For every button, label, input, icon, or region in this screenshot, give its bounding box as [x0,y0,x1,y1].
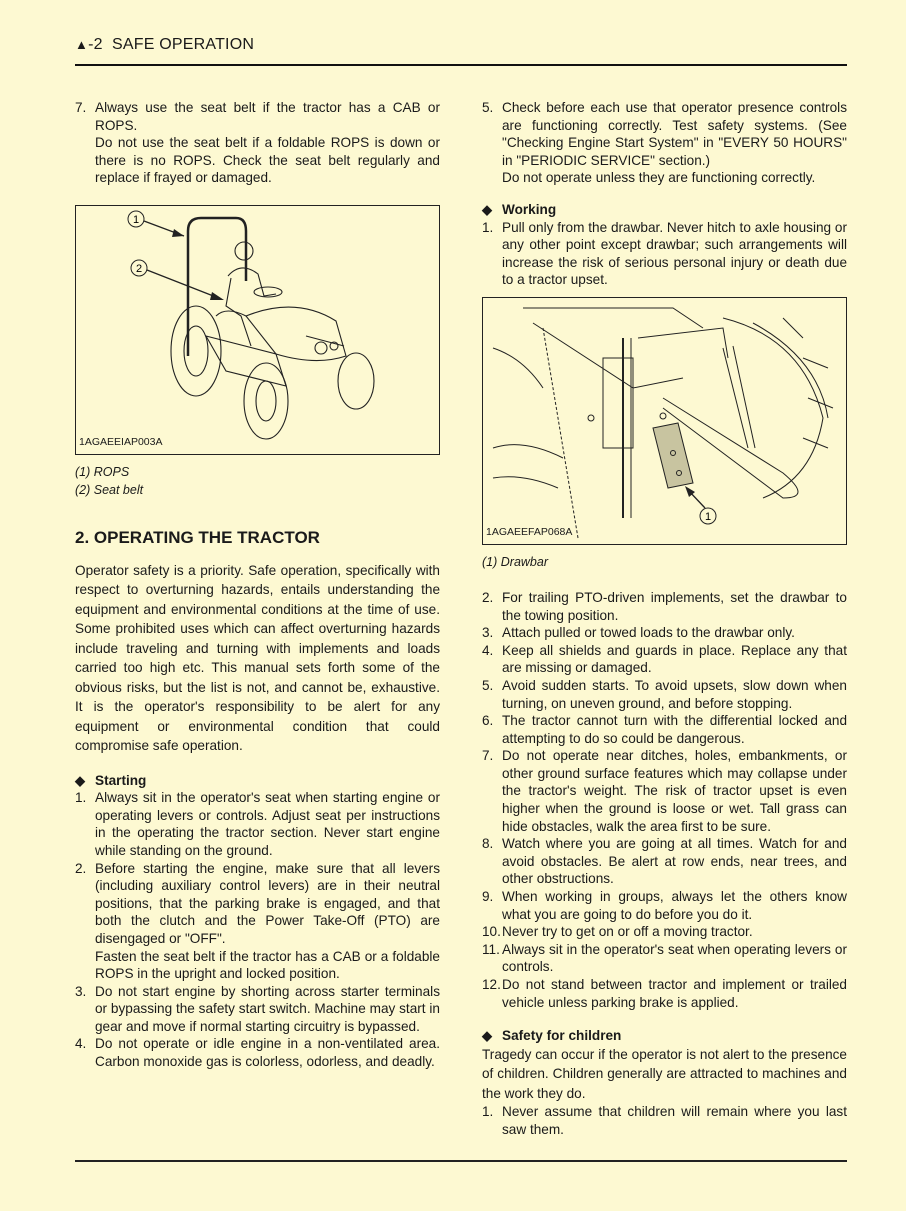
figure-drawbar [482,297,847,545]
item-number: 10. [482,924,501,940]
item-text: Pull only from the drawbar. Never hitch to axle housing or any other point except drawbar; such arrangements will increase the risk of serious personal injury or death due to a tractor upset. [502,219,847,288]
left-column [75,99,440,1071]
item-number: 2. [75,860,87,876]
item-text: Do not start engine by shorting across starter terminals or bypassing the safety start switch. Machine may start in gear and move if normal starting circuitry is bypassed. [95,983,440,1034]
callout-1 [128,211,184,237]
item-number: 4. [75,1036,87,1052]
item-text: Always sit in the operator's seat when starting engine or operating levers or controls. Adjust seat per instructions in the operating the tractor section. Never start engine while standing on the ground. [95,790,440,858]
diamond-icon: ◆ [75,772,85,788]
list-item [75,860,440,983]
figure-caption [75,463,440,499]
children-intro: Tragedy can occur if the operator is not alert to the presence of children. Children generally are attracted to machines and the work they do. [482,1046,847,1101]
item-text: For trailing PTO-driven implements, set the drawbar to the towing position. [502,589,847,623]
item-number: 8. [482,836,494,852]
list-item [482,888,847,923]
list-item [482,976,847,1011]
item-text: Never try to get on or off a moving tractor. [502,924,753,940]
list-item [482,589,847,624]
item-text: Always sit in the operator's seat when operating levers or controls. [502,941,847,975]
section-title: 2. OPERATING THE TRACTOR [75,527,320,547]
subsection-title: Safety for children [502,1028,622,1044]
item-text: Fasten the seat belt if the tractor has a CAB or a foldable ROPS in the upright and locked position. [95,948,440,982]
subsection-working [482,201,847,219]
item-number: 11. [482,941,500,957]
svg-text:1: 1 [132,213,140,226]
item-number: 3. [482,625,494,641]
subsection-children [482,1027,847,1045]
item-text: Do not operate near ditches, holes, embankments, or other ground surface features which may collapse under the tractor's weight. The risk of tractor upset is even higher when the ground is loose or wet. Tall grass can hide obstacles, walk the area first to be sure. [502,748,847,834]
list-item [75,789,440,859]
item-number: 9. [482,889,494,905]
figure-rops-seatbelt [75,205,440,455]
list-item [482,835,847,888]
list-item [482,747,847,835]
item-text: Do not use the seat belt if a foldable ROPS is down or there is no ROPS. Check the seat belt regularly and replace if frayed or damaged. [95,135,440,186]
page-header [75,36,254,54]
item-text: Check before each use that operator presence controls are functioning correctly. Test safety systems. (See "Checking Engine Start System" in "EVERY 50 HOURS" in "PERIODIC SERVICE" section.) [502,100,847,168]
item-text: Avoid sudden starts. To avoid upsets, slow down when turning, on uneven ground, and before stopping. [502,677,847,711]
list-item [75,983,440,1036]
list-item [482,923,847,941]
list-item [482,99,847,187]
item-number: 1. [75,790,87,806]
figure-id: 1AGAEEIAP003A [79,436,163,449]
right-column [482,99,847,1138]
list-item [75,99,440,187]
callout-2 [131,260,224,300]
item-text: Before starting the engine, make sure that all levers (including auxiliary control levers) are in their neutral positions, that the parking brake is engaged, and that both the clutch and the Power Take-Off (PTO) are disengaged or "OFF". [95,860,440,946]
subsection-title: Starting [95,772,147,788]
item-number: 5. [482,100,494,115]
item-number: 1. [482,219,494,235]
page-title: SAFE OPERATION [112,36,255,53]
footer-rule [75,1160,847,1162]
page-number: -2 [88,36,103,53]
item-number: 1. [482,1104,494,1120]
item-text: Always use the seat belt if the tractor has a CAB or ROPS. [95,100,440,133]
intro-paragraph: Operator safety is a priority. Safe operation, specifically with respect to overturning hazards, entails understanding the equipment and environmental conditions at the time of use. Some prohibited uses which can affect overturning hazards include traveling and turning with implements and loads carried too high etc. This manual sets forth some of the obvious risks, but the list is not, and cannot be, exhaustive. It is the operator's responsibility to be alert for any equipment or environmental condition that could compromise safe operation. [75,562,440,754]
item-number: 12. [482,977,501,992]
item-text: Keep all shields and guards in place. Replace any that are missing or damaged. [502,642,847,676]
item-number: 4. [482,642,494,658]
header-rule [75,64,847,66]
item-number: 5. [482,677,494,693]
item-number: 7. [75,100,87,115]
list-item [482,712,847,747]
list-item [482,642,847,677]
item-text: Never assume that children will remain where you last saw them. [502,1104,847,1137]
item-text: When working in groups, always let the others know what you are going to do before you do it. [502,889,847,922]
callout-1 [685,486,716,524]
warning-triangle-icon: ▲ [75,37,89,52]
list-item [482,677,847,712]
item-number: 6. [482,713,494,729]
item-number: 3. [75,983,87,999]
item-text: Do not stand between tractor and implement or trailed vehicle unless parking brake is applied. [502,977,847,1010]
tractor-illustration [76,206,439,454]
list-item [482,941,847,976]
item-text: The tractor cannot turn with the differential locked and attempting to do so could be dangerous. [502,713,847,746]
item-number: 2. [482,589,494,605]
item-text: Attach pulled or towed loads to the drawbar only. [502,625,795,641]
item-text: Do not operate unless they are functioning correctly. [502,170,816,186]
item-text: Do not operate or idle engine in a non-ventilated area. Carbon monoxide gas is colorless, odorless, and deadly. [95,1036,440,1070]
item-number: 7. [482,748,494,764]
list-item [75,1035,440,1070]
caption-rops: (1) ROPS [75,464,130,479]
list-item [482,624,847,642]
subsection-starting [75,772,440,790]
drawbar-illustration [483,298,846,544]
diamond-icon: ◆ [482,201,492,217]
list-item [482,1103,847,1138]
diamond-icon: ◆ [482,1028,492,1044]
caption-seat-belt: (2) Seat belt [75,482,144,497]
item-text: Watch where you are going at all times. Watch for and avoid obstacles. Be alert at row ends, near trees, and other obstructions. [502,836,847,887]
subsection-title: Working [502,201,557,217]
figure-id: 1AGAEEFAP068A [486,526,573,539]
list-item [482,219,847,289]
svg-text:2: 2 [135,262,143,275]
svg-text:1: 1 [704,510,712,523]
working-list [482,589,847,1011]
figure-caption: (1) Drawbar [482,554,548,569]
